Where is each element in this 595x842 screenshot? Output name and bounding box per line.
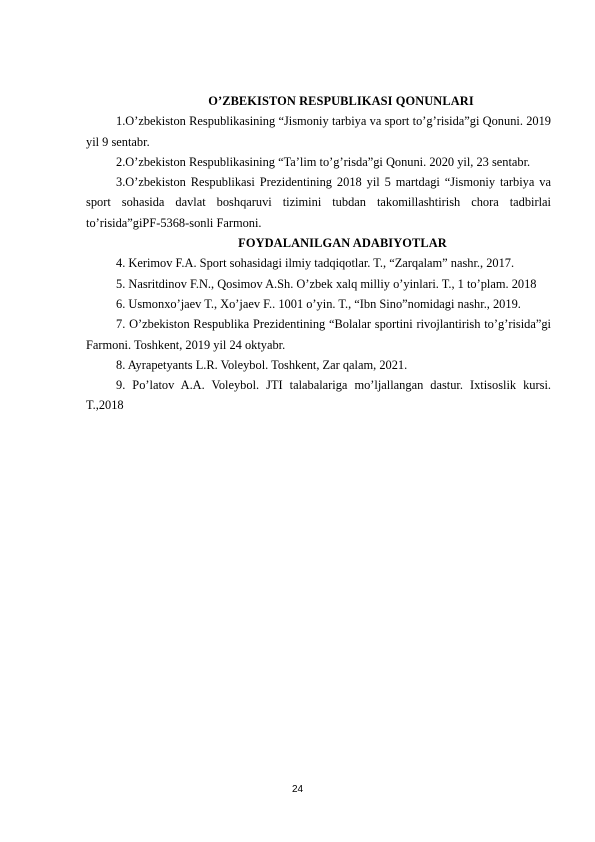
literature-section-title: FOYDALANILGAN ADABIYOTLAR <box>238 236 447 251</box>
page-number: 24 <box>291 784 304 795</box>
reference-item: 9. Po’latov A.A. Voleybol. JTI talabalariga mo’ljallangan dastur. Ixtisoslik kursi. T.,2018 <box>86 378 551 413</box>
laws-section-title: O’ZBEKISTON RESPUBLIKASI QONUNLARI <box>208 94 474 108</box>
reference-item: 8. Ayrapetyants L.R. Voleybol. Toshkent, Zar qalam, 2021. <box>116 357 408 372</box>
reference-item: 3.O’zbekiston Respublikasi Prezidentining 2018 yil 5 martdagi “Jismoniy tarbiya va sport sohasida davlat boshqaruvi tizimini tubdan takomillashtirish chora tadbirlai to’risida”giPF-5368-sonli Farmoni. <box>86 175 551 230</box>
reference-item: 4. Kerimov F.A. Sport sohasidagi ilmiy tadqiqotlar. T., “Zarqalam” nashr., 2017. <box>116 256 515 271</box>
reference-item: 5. Nasritdinov F.N., Qosimov A.Sh. O’zbek xalq milliy o’yinlari. T., 1 to’plam. 2018 <box>116 276 537 291</box>
reference-item: 2.O’zbekiston Respublikasining “Ta’lim to’g’risda”gi Qonuni. 2020 yil, 23 sentabr. <box>116 154 531 169</box>
reference-item: 6. Usmonxo’jaev T., Xo’jaev F.. 1001 o’yin. T., “Ibn Sino”nomidagi nashr., 2019. <box>116 296 521 311</box>
reference-item: 1.O’zbekiston Respublikasining “Jismoniy tarbiya va sport to’g’risida”gi Qonuni. 2019 yil 9 sentabr. <box>86 114 551 149</box>
page-content <box>86 91 551 416</box>
reference-item: 7. O’zbekiston Respublika Prezidentining “Bolalar sportini rivojlantirish to’g’risida”gi Farmoni. Toshkent, 2019 yil 24 oktyabr. <box>86 317 551 352</box>
